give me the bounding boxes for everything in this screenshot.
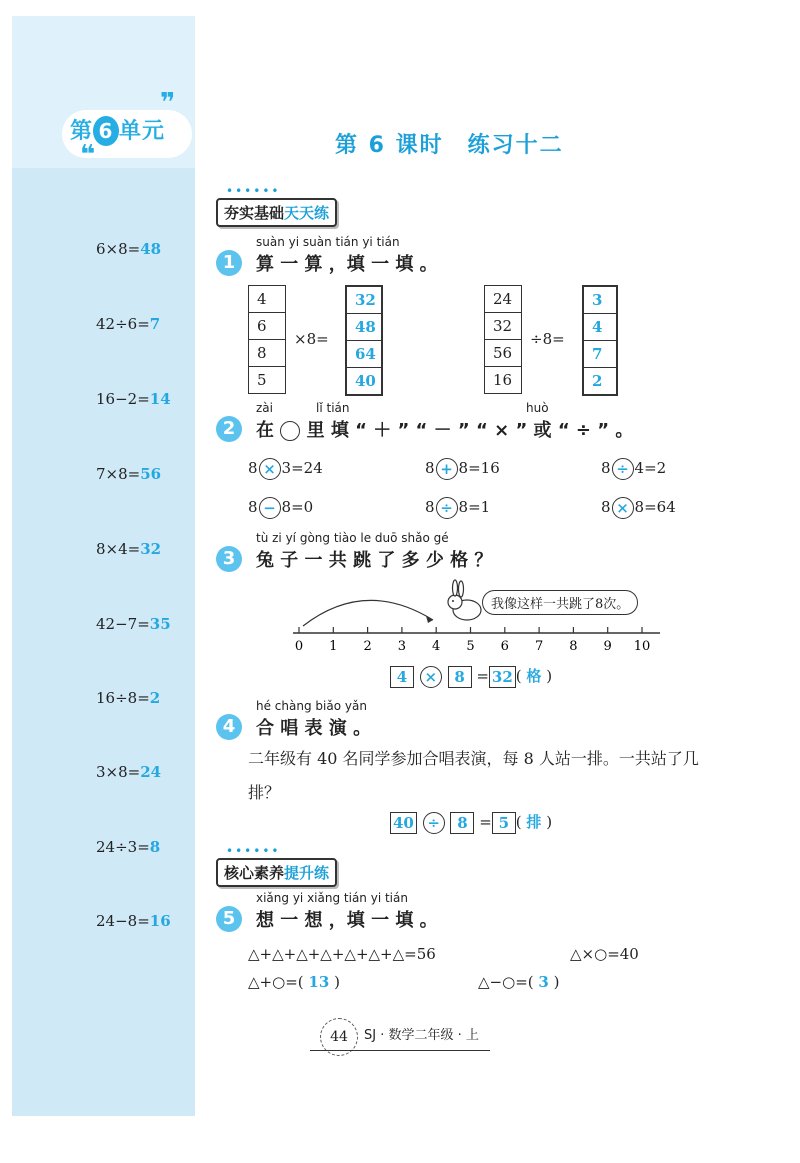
tick-label: 4	[432, 639, 441, 654]
tick-label: 1	[329, 639, 338, 654]
answer-unit: 排	[526, 813, 542, 831]
empty-circle-icon	[280, 421, 300, 441]
answer-value: 13	[308, 973, 330, 991]
answer-equation: 4 × 8 = 32 ( 格 )	[390, 665, 552, 688]
question-number: 3	[216, 546, 242, 572]
operator-equation: 8 × 8=64	[601, 498, 676, 517]
mult-output-column	[345, 285, 383, 396]
question-text: 算 一 算 ，填 一 填 。	[256, 254, 438, 275]
page-title: 第 6 课时 练习十二	[335, 133, 564, 158]
tick-label: 6	[500, 639, 509, 654]
table-cell: 24	[485, 286, 521, 313]
operator-equation: 8 ÷ 4=2	[601, 459, 667, 478]
sidebar-exercise: 24−8=16	[96, 912, 171, 930]
question-pinyin: zài	[256, 401, 273, 415]
tick-label: 0	[294, 639, 304, 654]
arrow-head-icon	[426, 616, 433, 623]
question-number: 4	[216, 714, 242, 740]
question-text: 兔 子 一 共 跳 了 多 少 格 ？	[256, 550, 493, 571]
table-cell: 8	[249, 340, 285, 367]
sidebar-exercise: 7×8=56	[96, 465, 162, 483]
footer-divider	[310, 1050, 490, 1051]
tick-label: 10	[633, 639, 651, 654]
question-pinyin: tù zi yí gòng tiào le duō shǎo gé	[256, 531, 449, 545]
question-text: 想 一 想 ，填 一 填 。	[256, 910, 438, 931]
tick-label: 2	[363, 639, 372, 654]
equation-line: △−○=( 3 )	[478, 973, 560, 991]
unit-prefix: 第	[70, 119, 94, 144]
operator-equation: 8 ÷ 8=1	[425, 498, 491, 517]
answer-value: 3	[538, 973, 549, 991]
answer-cell: 2	[592, 372, 603, 390]
answer-circle: −	[259, 497, 281, 519]
answer-circle: ÷	[436, 497, 458, 519]
table-cell: 32	[485, 313, 521, 340]
tick-label: 8	[569, 639, 578, 654]
answer-box: 8	[450, 812, 474, 834]
div-operator: ÷8=	[530, 330, 565, 348]
page-number: 44	[320, 1018, 358, 1056]
div-output-column	[582, 285, 618, 396]
question-pinyin: xiǎng yi xiǎng tián yi tián	[256, 891, 408, 905]
footer-label: SJ · 数学二年级 · 上	[364, 1028, 479, 1043]
tick-group	[295, 627, 650, 654]
sidebar-exercise: 8×4=32	[96, 540, 162, 558]
section-tag-basic: 夯实基础天天练	[216, 198, 337, 227]
answer-box: 32	[489, 666, 516, 688]
section-dots: ••••••	[226, 184, 281, 198]
equation-line: △×○=40	[570, 945, 639, 963]
operator-equation: 8 × 3=24	[248, 459, 323, 478]
question-text: 在 里 填 “ ＋ ” “ － ” “ × ” 或 “ ÷ ” 。	[256, 420, 634, 441]
tick-label: 9	[603, 639, 612, 654]
unit-number: 6	[93, 116, 119, 146]
answer-equation: 40 ÷ 8 = 5 ( 排 )	[390, 811, 552, 834]
question-pinyin: lǐ tián	[316, 401, 350, 415]
rabbit-icon	[448, 580, 481, 620]
operator-equation: 8 + 8=16	[425, 459, 500, 478]
tick-label: 5	[466, 639, 475, 654]
unit-suffix: 单元	[119, 119, 166, 144]
answer-circle: ×	[612, 497, 634, 519]
operator-equation: 8 − 8=0	[248, 498, 314, 517]
question-pinyin: hé chàng biǎo yǎn	[256, 699, 367, 713]
answer-circle: ×	[259, 458, 281, 480]
question-pinyin: suàn yi suàn tián yi tián	[256, 235, 400, 249]
question-number: 5	[216, 906, 242, 932]
answer-cell: 48	[347, 314, 381, 341]
quote-mark-icon: ❞	[160, 88, 176, 118]
table-cell: 5	[257, 371, 267, 389]
section-dots: ••••••	[226, 844, 281, 858]
word-problem: 二年级有 40 名同学参加合唱表演，每 8 人站一排。一共站了几排？	[248, 749, 699, 802]
sidebar-exercise: 16−2=14	[96, 390, 171, 408]
unit-label	[70, 114, 165, 146]
jump-arc	[303, 600, 433, 626]
question-number: 2	[216, 416, 242, 442]
sidebar-exercise: 6×8=48	[96, 240, 162, 258]
sidebar	[12, 16, 195, 1116]
answer-cell: 40	[355, 372, 376, 390]
answer-cell: 7	[584, 341, 616, 368]
sidebar-exercise: 3×8=24	[96, 763, 162, 781]
answer-unit: 格	[526, 667, 542, 685]
answer-cell: 4	[584, 314, 616, 341]
sidebar-exercise: 42−7=35	[96, 615, 171, 633]
sidebar-exercise: 24÷3=8	[96, 838, 161, 856]
answer-circle: ×	[420, 666, 442, 688]
mult-operator: ×8=	[294, 330, 329, 348]
sidebar-exercise: 16÷8=2	[96, 689, 161, 707]
equation-line: △+△+△+△+△+△+△=56	[248, 945, 436, 963]
speech-bubble: 我像这样一共跳了8次。	[482, 590, 638, 615]
answer-box: 40	[390, 812, 417, 834]
equation-line: △+○=( 13 )	[248, 973, 340, 991]
answer-cell: 3	[584, 287, 616, 314]
answer-circle: ÷	[612, 458, 634, 480]
table-cell: 6	[249, 313, 285, 340]
section-tag-core: 核心素养提升练	[216, 858, 337, 887]
question-pinyin: huò	[526, 401, 549, 415]
question-number: 1	[216, 250, 242, 276]
answer-box: 4	[390, 666, 414, 688]
table-cell: 4	[249, 286, 285, 313]
tick-label: 3	[397, 639, 407, 654]
mult-input-column	[248, 285, 286, 394]
div-input-column	[484, 285, 522, 394]
question-text: 合 唱 表 演 。	[256, 718, 372, 739]
table-cell: 56	[485, 340, 521, 367]
quote-mark-icon: ❝	[80, 140, 96, 170]
answer-circle: +	[436, 458, 458, 480]
answer-box: 5	[492, 812, 516, 834]
table-cell: 16	[493, 371, 513, 389]
tick-label: 7	[534, 639, 544, 654]
answer-box: 8	[448, 666, 472, 688]
answer-cell: 64	[347, 341, 381, 368]
sidebar-exercise: 42÷6=7	[96, 315, 161, 333]
answer-cell: 32	[347, 287, 381, 314]
answer-circle: ÷	[423, 812, 445, 834]
